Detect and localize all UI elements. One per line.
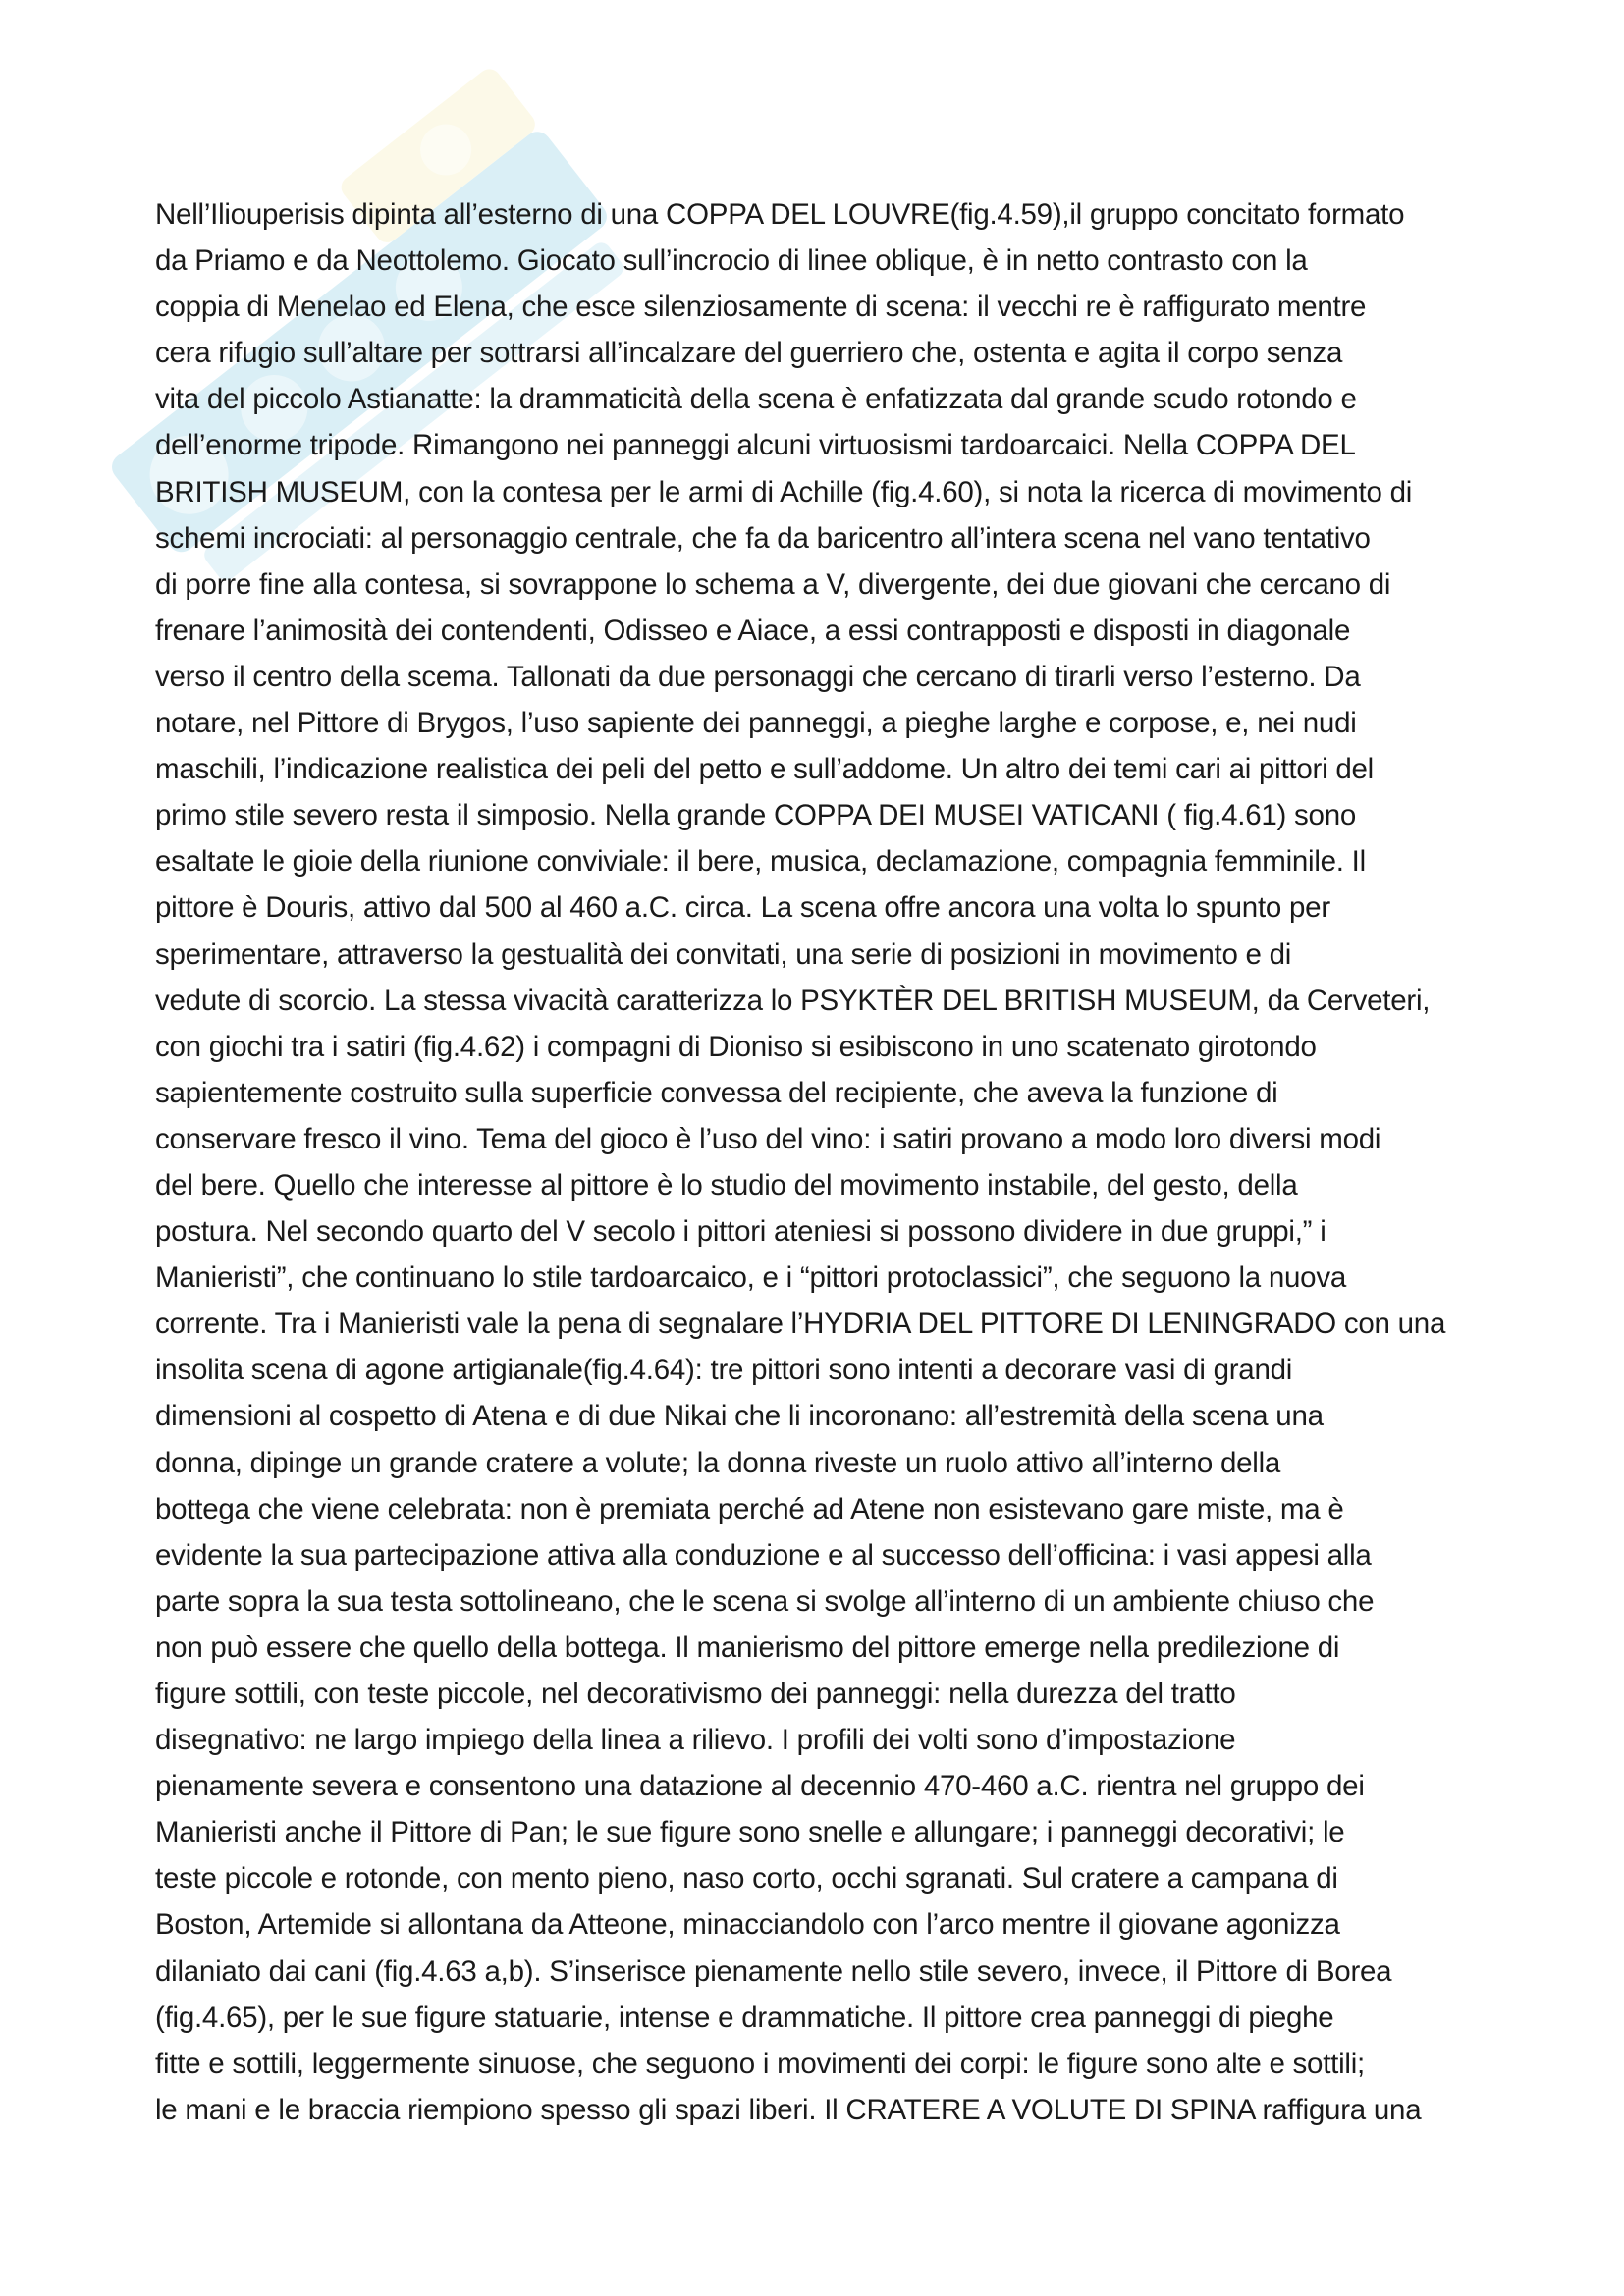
text-line: da Priamo e da Neottolemo. Giocato sull’incrocio di linee oblique, è in netto contrasto con la: [155, 244, 1308, 278]
text-line: frenare l’animosità dei contendenti, Odisseo e Aiace, a essi contrapposti e disposti in diagonale: [155, 614, 1351, 647]
text-line: insolita scena di agone artigianale(fig.4.64): tre pittori sono intenti a decorare vasi di grandi: [155, 1354, 1293, 1387]
text-line: (fig.4.65), per le sue figure statuarie, intense e drammatiche. Il pittore crea panneggi di pieghe: [155, 2001, 1334, 2034]
text-line: vedute di scorcio. La stessa vivacità caratterizza lo PSYKTÈR DEL BRITISH MUSEUM, da Cerveteri,: [155, 984, 1431, 1017]
text-line: pienamente severa e consentono una datazione al decennio 470-460 a.C. rientra nel gruppo dei: [155, 1770, 1365, 1803]
text-line: conservare fresco il vino. Tema del gioco è l’uso del vino: i satiri provano a modo loro diversi modi: [155, 1122, 1381, 1155]
text-line: maschili, l’indicazione realistica dei peli del petto e sull’addome. Un altro dei temi cari ai pittori del: [155, 753, 1374, 786]
text-line: cera rifugio sull’altare per sottrarsi all’incalzare del guerriero che, ostenta e agita il corpo senza: [155, 337, 1343, 370]
text-line: figure sottili, con teste piccole, nel decorativismo dei panneggi: nella durezza del tratto: [155, 1678, 1236, 1710]
text-line: schemi incrociati: al personaggio centrale, che fa da baricentro all’intera scena nel vano tentativo: [155, 521, 1371, 555]
text-line: postura. Nel secondo quarto del V secolo i pittori ateniesi si possono dividere in due gruppi,” i: [155, 1215, 1326, 1249]
text-line: primo stile severo resta il simposio. Nella grande COPPA DEI MUSEI VATICANI ( fig.4.61) sono: [155, 799, 1357, 832]
text-line: coppia di Menelao ed Elena, che esce silenziosamente di scena: il vecchi re è raffigurato mentre: [155, 291, 1367, 324]
text-line: verso il centro della scema. Tallonati da due personaggi che cercano di tirarli verso l’esterno. Da: [155, 660, 1361, 693]
text-line: non può essere che quello della bottega. Il manierismo del pittore emerge nella predilezione di: [155, 1630, 1340, 1664]
text-line: fitte e sottili, leggermente sinuose, che seguono i movimenti dei corpi: le figure sono alte e sottili;: [155, 2047, 1365, 2080]
text-line: del bere. Quello che interesse al pittore è lo studio del movimento instabile, del gesto, della: [155, 1168, 1298, 1201]
text-line: di porre fine alla contesa, si sovrappone lo schema a V, divergente, dei due giovani che cercano di: [155, 567, 1391, 601]
text-line: Boston, Artemide si allontana da Atteone, minacciandolo con l’arco mentre il giovane agonizza: [155, 1908, 1340, 1942]
text-line: notare, nel Pittore di Brygos, l’uso sapiente dei panneggi, a pieghe larghe e corpose, e, nei nudi: [155, 707, 1357, 740]
text-line: sperimentare, attraverso la gestualità dei convitati, una serie di posizioni in movimento e di: [155, 937, 1292, 971]
text-line: pittore è Douris, attivo dal 500 al 460 a.C. circa. La scena offre ancora una volta lo spunto per: [155, 891, 1330, 925]
body-text: [155, 191, 1490, 2133]
text-line: corrente. Tra i Manieristi vale la pena di segnalare l’HYDRIA DEL PITTORE DI LENINGRADO con una: [155, 1308, 1446, 1341]
text-line: Manieristi anche il Pittore di Pan; le sue figure sono snelle e allungare; i panneggi decorativi; le: [155, 1816, 1345, 1849]
text-line: dilaniato dai cani (fig.4.63 a,b). S’inserisce pienamente nello stile severo, invece, il Pittore di Borea: [155, 1954, 1392, 1988]
text-line: con giochi tra i satiri (fig.4.62) i compagni di Dioniso si esibiscono in uno scatenato girotondo: [155, 1030, 1317, 1063]
text-line: esaltate le gioie della riunione conviviale: il bere, musica, declamazione, compagnia femminile. Il: [155, 845, 1366, 879]
text-line: dell’enorme tripode. Rimangono nei panneggi alcuni virtuosismi tardoarcaici. Nella COPPA DEL: [155, 429, 1356, 462]
text-line: teste piccole e rotonde, con mento pieno, naso corto, occhi sgranati. Sul cratere a campana di: [155, 1862, 1338, 1896]
text-line: dimensioni al cospetto di Atena e di due Nikai che li incoronano: all’estremità della scena una: [155, 1400, 1324, 1433]
text-line: donna, dipinge un grande cratere a volute; la donna riveste un ruolo attivo all’interno della: [155, 1446, 1281, 1479]
text-line: evidente la sua partecipazione attiva alla conduzione e al successo dell’officina: i vasi appesi alla: [155, 1538, 1372, 1572]
text-line: Nell’Iliouperisis dipinta all’esterno di una COPPA DEL LOUVRE(fig.4.59),il gruppo concitato formato: [155, 198, 1405, 231]
text-line: le mani e le braccia riempiono spesso gli spazi liberi. Il CRATERE A VOLUTE DI SPINA raffigura una: [155, 2093, 1422, 2126]
text-line: sapientemente costruito sulla superficie convessa del recipiente, che aveva la funzione di: [155, 1076, 1278, 1109]
text-line: BRITISH MUSEUM, con la contesa per le armi di Achille (fig.4.60), si nota la ricerca di movimento di: [155, 475, 1413, 508]
text-line: disegnativo: ne largo impiego della linea a rilievo. I profili dei volti sono d’impostazione: [155, 1724, 1236, 1757]
text-line: parte sopra la sua testa sottolineano, che le scena si svolge all’interno di un ambiente chiuso che: [155, 1584, 1375, 1618]
text-line: Manieristi”, che continuano lo stile tardoarcaico, e i “pittori protoclassici”, che seguono la nuova: [155, 1261, 1346, 1295]
text-line: vita del piccolo Astianatte: la drammaticità della scena è enfatizzata dal grande scudo rotondo e: [155, 383, 1357, 416]
text-line: bottega che viene celebrata: non è premiata perché ad Atene non esistevano gare miste, ma è: [155, 1492, 1344, 1525]
